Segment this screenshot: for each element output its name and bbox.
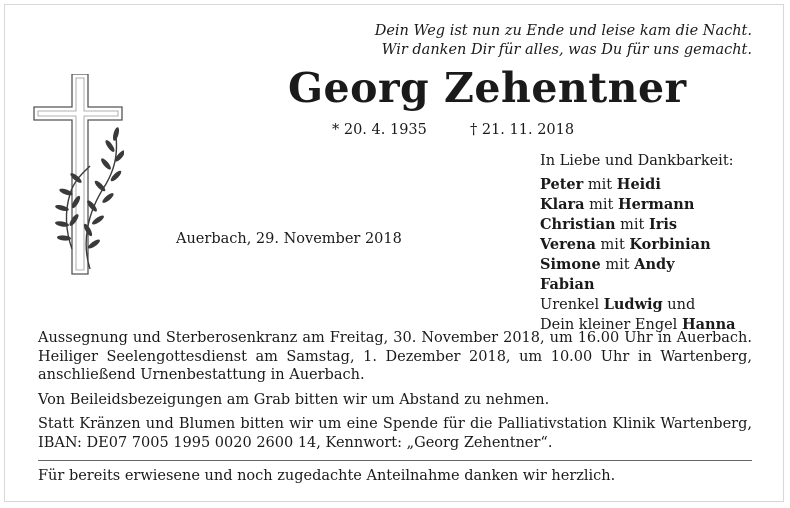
family-heading: In Liebe und Dankbarkeit: (540, 153, 734, 169)
family-row: Verena mit Korbinian (540, 236, 711, 253)
paragraph-condolences: Von Beileidsbezeigungen am Grab bitten wir um Abstand zu nehmen. (38, 391, 550, 408)
divider (38, 460, 752, 461)
closing-thanks: Für bereits erwiesene und noch zugedachte Anteilnahme danken wir herzlich. (38, 468, 616, 484)
deceased-name: Georg Zehentner (288, 64, 687, 112)
family-great-grandson: Urenkel Ludwig und (540, 296, 696, 313)
family-row: Simone mit Andy (540, 256, 675, 273)
family-row: Klara mit Hermann (540, 196, 695, 213)
death-date: † 21. 11. 2018 (470, 122, 575, 138)
paragraph-service: Aussegnung und Sterberosenkranz am Freitag, 30. November 2018, um 16.00 Uhr in Auerbach. Heiliger Seelengottesdienst am Samstag, 1. Dezember 2018, um 10.00 Uhr in Wartenberg, anschließend Urnenbestattung in Auerbach. (38, 330, 752, 383)
birth-date: * 20. 4. 1935 (332, 122, 427, 138)
family-row: Fabian (540, 276, 595, 293)
place-and-date: Auerbach, 29. November 2018 (176, 231, 402, 247)
poem-line-1: Dein Weg ist nun zu Ende und leise kam die Nacht. (374, 23, 752, 39)
paragraph-donation: Statt Kränzen und Blumen bitten wir um eine Spende für die Palliativstation Klinik Wartenberg, IBAN: DE07 7005 1995 0020 2600 14, Kennwort: „Georg Zehentner“. (38, 416, 752, 451)
notice-body (38, 329, 752, 458)
poem (375, 22, 752, 60)
poem-line-2: Wir danken Dir für alles, was Du für uns gemacht. (381, 42, 752, 58)
cross-with-olive-branch-icon (32, 74, 124, 276)
family-list (540, 152, 736, 335)
family-row: Peter mit Heidi (540, 176, 661, 193)
family-angel: Dein kleiner Engel Hanna (540, 316, 736, 333)
family-row: Christian mit Iris (540, 216, 678, 233)
